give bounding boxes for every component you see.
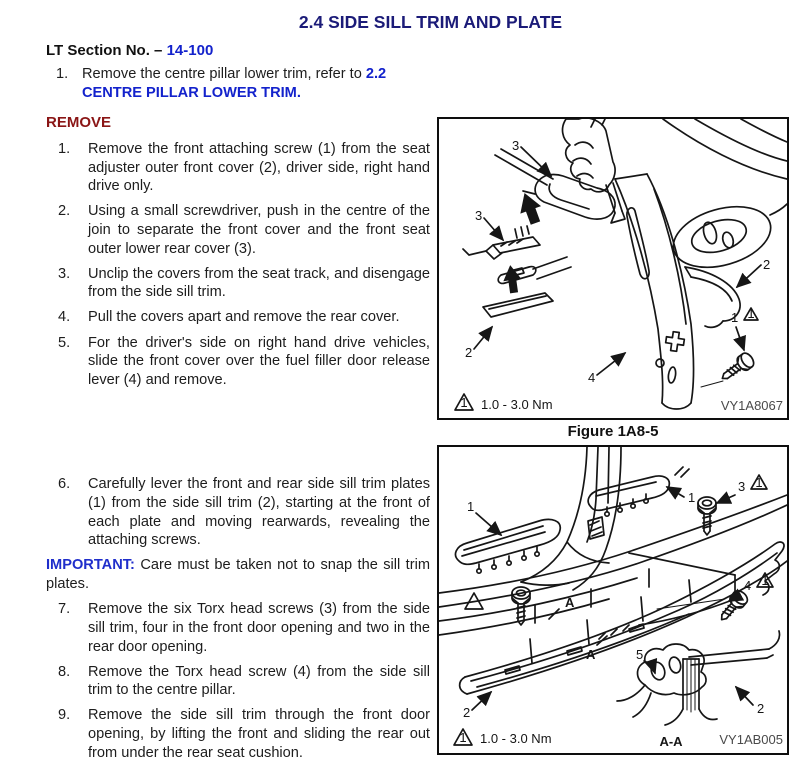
step-text: Remove the front attaching screw (1) from the seat adjuster outer front cover (2), driver side, right hand drive only. bbox=[88, 141, 430, 195]
step-number: 9. bbox=[58, 707, 71, 724]
step-text: Pull the covers apart and remove the rear cover. bbox=[88, 309, 400, 326]
callout-label: 3 bbox=[512, 138, 520, 153]
hand-screwdriver-drawing bbox=[563, 119, 625, 223]
figure-1-drawing bbox=[439, 119, 787, 414]
step-number: 1. bbox=[56, 66, 69, 82]
step-number: 7. bbox=[58, 601, 71, 618]
remove-heading: REMOVE bbox=[46, 114, 112, 132]
callout-label: 4 bbox=[744, 578, 752, 593]
section-mark: A bbox=[565, 595, 575, 610]
section-label: A-A bbox=[659, 734, 683, 749]
step-text: Remove the side sill trim through the front door opening, by lifting the front and sliding the rear out from under the rear seat cushion. bbox=[88, 707, 430, 761]
important-label: IMPORTANT: bbox=[46, 557, 135, 574]
step-number: 6. bbox=[58, 476, 71, 493]
triangle-ref-number: 1 bbox=[755, 475, 763, 490]
step-number: 8. bbox=[58, 663, 71, 680]
step-item-4 bbox=[46, 308, 430, 327]
text-column bbox=[46, 42, 430, 765]
screw-drawing bbox=[718, 351, 757, 385]
important-text: Care must be taken not to snap the sill trim plates. bbox=[46, 557, 430, 592]
intro-step bbox=[46, 65, 430, 102]
callout-label: 2 bbox=[465, 345, 473, 360]
important-note bbox=[46, 556, 430, 593]
page-title: 2.4 SIDE SILL TRIM AND PLATE bbox=[298, 12, 563, 32]
step-text: For the driver's side on right hand drive vehicles, slide the front cover over the fuel filler door release lever (4) and remove. bbox=[88, 334, 430, 388]
front-cover-drawing bbox=[495, 149, 615, 219]
step-item-1 bbox=[46, 140, 430, 196]
triangle-ref-number: 1 bbox=[761, 573, 769, 588]
figure-2-frame bbox=[437, 445, 789, 755]
step-item-7 bbox=[46, 600, 430, 656]
figure-1-caption: Figure 1A8-5 bbox=[567, 423, 659, 440]
step-text: Remove the centre pillar lower trim, refer to 2.2 CENTRE PILLAR LOWER TRIM. bbox=[82, 66, 387, 101]
step-text: Remove the Torx head screw (4) from the side sill trim to the centre pillar. bbox=[88, 663, 430, 699]
step-number: 4. bbox=[58, 309, 71, 326]
callout-label: 2 bbox=[757, 701, 765, 716]
step-item-6 bbox=[46, 475, 430, 549]
torque-note: 1.0 - 3.0 Nm bbox=[481, 397, 553, 412]
floor-panel-drawing bbox=[439, 495, 787, 635]
section-label: LT Section No. – bbox=[46, 42, 163, 59]
callout-label: 4 bbox=[588, 370, 596, 385]
callout-label: 3 bbox=[475, 208, 483, 223]
torx-screw-drawing bbox=[716, 588, 750, 625]
callout-label: 1 bbox=[731, 310, 739, 325]
callout-label: 1 bbox=[688, 490, 696, 505]
up-arrow-icon bbox=[514, 189, 546, 227]
triangle-ref-number: 1 bbox=[459, 730, 467, 745]
step-number: 3. bbox=[58, 265, 71, 282]
section-ref-line bbox=[46, 42, 430, 59]
figure-code: VY1A8067 bbox=[720, 398, 783, 413]
callout-label: 2 bbox=[463, 705, 471, 720]
step-text: Carefully lever the front and rear side sill trim plates (1) from the side sill trim (2), starting at the front of each plate and moving rearwards, revealing the attaching screws. bbox=[88, 476, 430, 549]
cross-reference-link[interactable]: 2.2 CENTRE PILLAR LOWER TRIM. bbox=[82, 66, 387, 101]
figure-code: VY1AB005 bbox=[719, 732, 783, 747]
section-detail-drawing bbox=[617, 631, 780, 725]
triangle-ref-number: 1 bbox=[747, 306, 755, 321]
step-item-9 bbox=[46, 706, 430, 762]
callout-label: 5 bbox=[636, 647, 644, 662]
step-text: Using a small screwdriver, push in the centre of the join to separate the front cover and the front seat outer lower rear cover (3). bbox=[88, 203, 430, 257]
step-item-5 bbox=[46, 334, 430, 390]
step-number: 2. bbox=[58, 203, 71, 220]
triangle-ref-number: 1 bbox=[460, 395, 468, 410]
step-number: 5. bbox=[58, 334, 71, 351]
step-text: Unclip the covers from the seat track, and disengage from the side sill trim. bbox=[88, 265, 430, 301]
figure-1-frame bbox=[437, 117, 789, 420]
step-number: 1. bbox=[58, 141, 71, 158]
figure-2-drawing bbox=[439, 447, 787, 749]
torx-screw-drawing bbox=[698, 497, 716, 535]
step-item-8 bbox=[46, 663, 430, 700]
callout-label: 3 bbox=[738, 479, 746, 494]
torque-note: 1.0 - 3.0 Nm bbox=[480, 731, 552, 746]
step-text: Remove the six Torx head screws (3) from the side sill trim, four in the front door opening and two in the rear door opening. bbox=[88, 601, 430, 655]
section-number-link[interactable]: 14-100 bbox=[166, 42, 214, 59]
callout-label: 2 bbox=[763, 257, 771, 272]
step-item-3 bbox=[46, 265, 430, 302]
side-sill-trim-drawing bbox=[615, 174, 694, 409]
section-mark: A bbox=[586, 647, 596, 662]
clip-pieces-drawing bbox=[463, 226, 571, 317]
step-item-2 bbox=[46, 202, 430, 258]
callout-label: 1 bbox=[467, 499, 475, 514]
sill-trim-plate-drawing bbox=[456, 519, 561, 573]
